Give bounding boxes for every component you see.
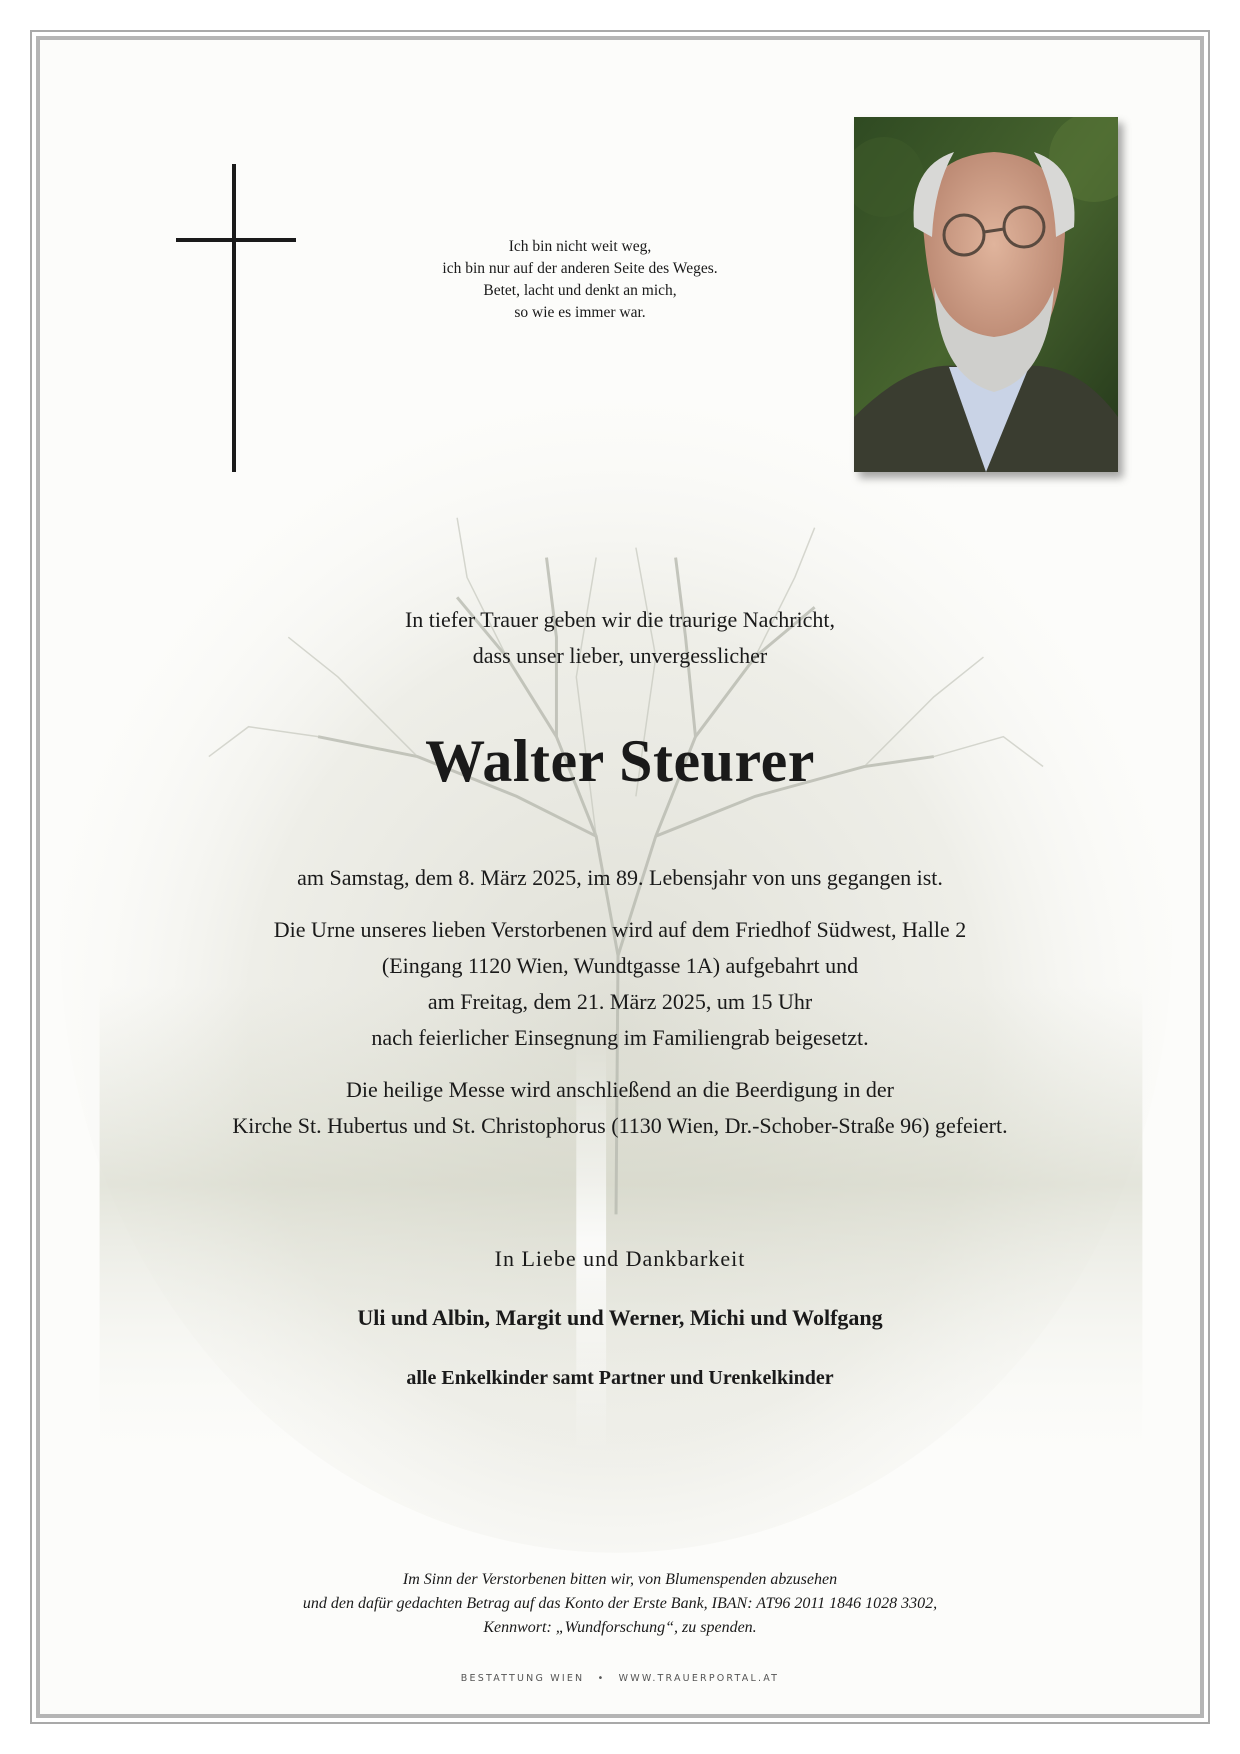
portrait-photo [854,117,1118,472]
footer-company: BESTATTUNG WIEN [460,1673,585,1684]
donation-note [170,1568,1070,1640]
mass-paragraph [100,1072,1140,1144]
urn-line: am Freitag, dem 21. März 2025, um 15 Uhr [427,989,813,1014]
memorial-poem [380,236,780,324]
funeral-details [100,860,1140,1160]
urn-line: (Eingang 1120 Wien, Wundtgasse 1A) aufgebahrt und [381,953,859,978]
urn-paragraph [100,912,1140,1056]
urn-line: nach feierlicher Einsegnung im Familiengrab beigesetzt. [371,1025,869,1050]
grandchildren-line: alle Enkelkinder samt Partner und Urenkelkinder [406,1367,834,1389]
passing-text: am Samstag, dem 8. März 2025, im 89. Lebensjahr von uns gegangen ist. [297,865,943,890]
footer-website-link[interactable]: WWW.TRAUERPORTAL.AT [618,1673,780,1684]
donation-line: und den dafür gedachten Betrag auf das Konto der Erste Bank, IBAN: AT96 2011 1846 1028 3302, [302,1595,938,1612]
intro-line: In tiefer Trauer geben wir die traurige Nachricht, [404,607,836,632]
poem-line: ich bin nur auf der anderen Seite des Weges. [442,260,718,277]
family-names: Uli und Albin, Margit und Werner, Michi und Wolfgang [357,1305,883,1330]
donation-line: Kennwort: „Wundforschung“, zu spenden. [483,1619,757,1636]
intro-line: dass unser lieber, unvergesslicher [472,643,768,668]
poem-line: Betet, lacht und denkt an mich, [483,282,677,299]
urn-line: Die Urne unseres lieben Verstorbenen wird auf dem Friedhof Südwest, Halle 2 [273,917,967,942]
closing-phrase: In Liebe und Dankbarkeit [494,1246,746,1271]
intro-text [220,602,1020,674]
deceased-name: Walter Steurer [425,728,815,794]
donation-line: Im Sinn der Verstorbenen bitten wir, von Blumenspenden abzusehen [402,1571,838,1588]
cross-icon [176,164,296,472]
footer [220,1673,1020,1684]
mass-line: Die heilige Messe wird anschließend an die Beerdigung in der [345,1077,894,1102]
mass-line: Kirche St. Hubertus und St. Christophorus (1130 Wien, Dr.-Schober-Straße 96) gefeiert. [232,1113,1008,1138]
footer-separator: • [597,1673,606,1684]
poem-line: Ich bin nicht weit weg, [508,238,652,255]
poem-line: so wie es immer war. [514,304,646,321]
